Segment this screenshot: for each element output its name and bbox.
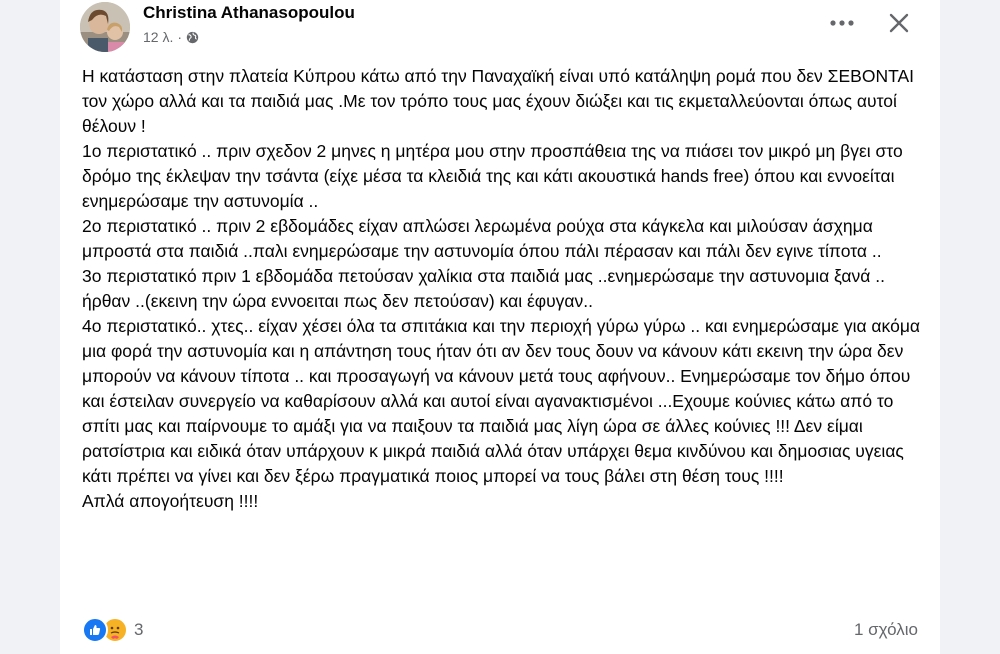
post-header — [80, 0, 920, 56]
post-paragraph: 4ο περιστατικό.. χτες.. είχαν χέσει όλα τα σπιτάκια και την περιοχή γύρω γύρω .. και ενημερώσαμε για ακόμα μια φορά την αστυνομία και η απάντηση τους ήταν ότι αν δεν τους δουν να κάνουν κάτι εκεινη την ώρα δεν μπορούν να κάνουν τίποτα .. και προσαγωγή να κάνουν μετά τους αφήνουν.. Ενημερώσαμε τον δήμο όπου και έστειλαν συνεργείο να καθαρίσουν αλλά και αυτοί είναι αγανακτισμένοι ...Εχουμε κούνιες κάτω από το σπίτι μας και παίρνουμε το αμάξι για να παιξουν τα παιδιά μας λίγη ώρα σε άλλες κούνιες !!! Δεν είμαι ρατσίστρια και ειδικά όταν υπάρχουν κ μικρά παιδιά αλλά όταν υπάρχει θεμα κινδύνου και δημοσιας υγειας κάτι πρέπει να γίνει και δεν ξέρω πραγματικά ποιος μπορεί να τους βάλει στη θέση τους !!!! — [82, 316, 921, 486]
post-paragraph: 3ο περιστατικό πριν 1 εβδομάδα πετούσαν χαλίκια στα παιδιά μας ..ενημερώσαμε την αστυνομια ξανά .. ήρθαν ..(εκεινη την ώρα εννοειται πως δεν πετούσαν) και έφυγαν.. — [82, 266, 885, 311]
post-meta — [143, 29, 199, 45]
reaction-count: 3 — [134, 620, 144, 639]
author-avatar[interactable] — [80, 2, 130, 52]
reactions-summary[interactable] — [82, 617, 143, 643]
post-body — [82, 64, 932, 514]
post-card — [60, 0, 940, 654]
comment-count[interactable]: 1 σχόλιο — [854, 620, 918, 639]
post-paragraph: 1ο περιστατικό .. πριν σχεδον 2 μηνες η μητέρα μου στην προσπάθεια της να πιάσει τον μικρό μη βγει στο δρόμο της έκλεψαν την τσάντα (είχε μέσα τα κλειδιά της και κάτι ακουστικά hands free) όπου και εννοείται ενημερώσαμε την αστυνομία .. — [82, 141, 903, 211]
post-paragraph: 2ο περιστατικό .. πριν 2 εβδομάδες είχαν απλώσει λερωμένα ρούχα στα κάγκελα και μιλούσαν άσχημα μπροστά στα παιδιά ..παλι ενημερώσαμε την αστυνομία όπου πάλι πέρασαν και πάλι δεν εγινε τίποτα .. — [82, 216, 882, 261]
avatar-photo-icon — [80, 2, 130, 52]
post-paragraph: Η κατάσταση στην πλατεία Κύπρου κάτω από την Παναχαϊκή είναι υπό κατάληψη ρομά που δεν ΣΕΒΟΝΤΑΙ τον χώρο αλλά και τα παιδιά μας .Με τον τρόπο τους μας έχουν διώξει και τις εκμεταλλεύονται όπως αυτοί θέλουν ! — [82, 66, 915, 136]
post-footer — [82, 614, 918, 646]
meta-separator: · — [177, 29, 183, 45]
author-name[interactable]: Christina Athanasopoulou — [143, 3, 355, 22]
post-paragraph: Απλά απογοήτευση !!!! — [82, 491, 259, 511]
more-options-button[interactable] — [824, 10, 860, 36]
like-icon — [82, 617, 108, 643]
close-button[interactable] — [882, 6, 916, 40]
globe-icon — [186, 31, 199, 44]
post-time[interactable]: 12 λ. — [143, 29, 174, 45]
more-horizontal-icon — [830, 20, 854, 26]
close-icon — [889, 13, 909, 33]
